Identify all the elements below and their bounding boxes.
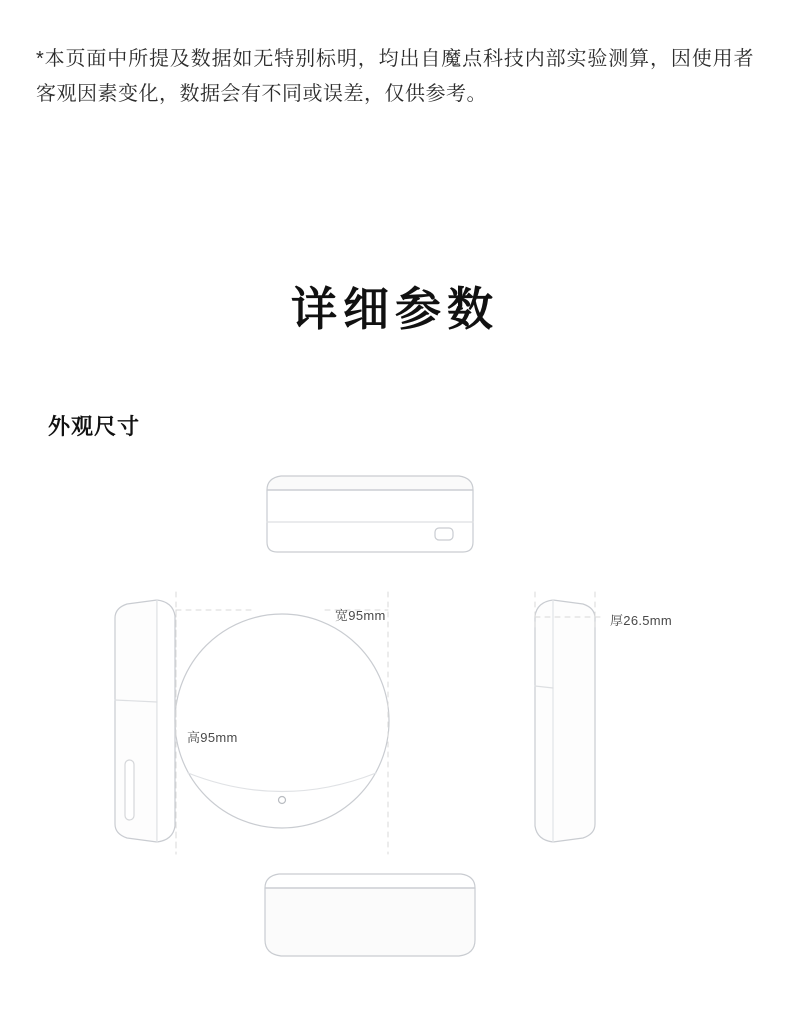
device-right-side-view xyxy=(535,600,595,842)
dimension-label-width: 宽95mm xyxy=(335,608,386,623)
device-top-view xyxy=(267,476,473,552)
device-bottom-view xyxy=(265,874,475,956)
device-front-view xyxy=(175,614,389,828)
dimension-label-height: 高95mm xyxy=(187,730,238,745)
device-left-side-view xyxy=(115,600,175,842)
device-orthographic-views xyxy=(95,470,695,990)
section-heading-dimensions: 外观尺寸 xyxy=(48,414,141,440)
disclaimer-text: *本页面中所提及数据如无特别标明，均出自魔点科技内部实验测算，因使用者客观因素变化，数据会有不同或误差，仅供参考。 xyxy=(36,48,754,105)
dimension-diagram xyxy=(95,470,695,990)
page-title: 详细参数 xyxy=(291,282,499,335)
dimension-label-thickness: 厚26.5mm xyxy=(610,613,673,628)
